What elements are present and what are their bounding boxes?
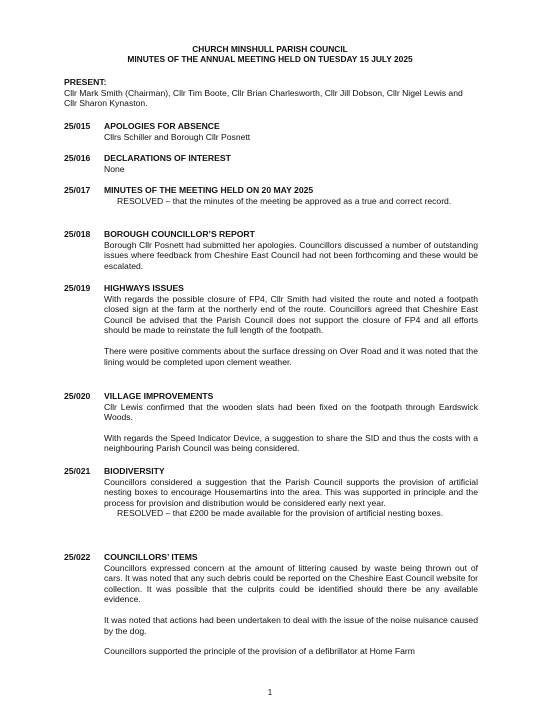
minute-item-25-018 [64,229,478,271]
resolution-text: RESOLVED – that £200 be made available for the provision of artificial nesting boxes. [117,508,444,519]
minute-number: 25/022 [64,552,91,562]
minute-heading: MINUTES OF THE MEETING HELD ON 20 MAY 2025 [104,185,314,195]
minute-text: Councillors supported the principle of the provision of a defibrillator at Home Farm [104,646,415,657]
title-meeting: MINUTES OF THE ANNUAL MEETING HELD ON TUESDAY 15 JULY 2025 [127,54,413,65]
minute-text: Councillors expressed concern at the amount of littering caused by waste being thrown out of cars. It was noted that any such debris could be reported on the Cheshire East Council website for collection. It was possible that the culprits could be identified should there be any available evidence. [104,562,478,605]
present-label: PRESENT: [64,77,107,87]
present-attendees: Cllr Mark Smith (Chairman), Cllr Tim Boote, Cllr Brian Charlesworth, Cllr Jill Dobson, Cllr Nigel Lewis and Cllr Sharon Kynaston. [64,87,463,109]
page-number: 1 [267,688,273,697]
minute-heading: HIGHWAYS ISSUES [104,283,184,293]
minute-heading: BOROUGH COUNCILLOR’S REPORT [104,229,255,239]
minute-text: Borough Cllr Posnett had submitted her apologies. Councillors discussed a number of outstanding issues where feedback from Cheshire East Council had not been forthcoming and these would be escalated. [104,239,478,271]
minute-item-25-016 [64,153,478,174]
minute-item-25-015 [64,121,478,142]
minute-heading: APOLOGIES FOR ABSENCE [104,121,220,131]
minute-heading: BIODIVERSITY [104,466,165,476]
minute-text: None [104,163,125,174]
minute-text: It was noted that actions had been undertaken to deal with the issue of the noise nuisance caused by the dog. [104,614,478,636]
document-title [0,44,540,65]
minute-text: Cllr Lewis confirmed that the wooden slats had been fixed on the footpath through Eardswick Woods. [104,401,478,423]
minute-heading: COUNCILLORS’ ITEMS [104,552,198,562]
minute-text: With regards the possible closure of FP4, Cllr Smith had visited the route and noted a footpath closed sign at the farm at the northerly end of the route. Councillors agreed that Cheshire East Council be advised that the Parish Council does not support the closure of FP4 and all efforts should be made to reinstate the full length of the footpath. [104,293,478,336]
minute-number: 25/017 [64,185,91,195]
minute-text: There were positive comments about the surface dressing on Over Road and it was noted that the lining would be completed upon clement weather. [104,345,478,367]
minute-heading: DECLARATIONS OF INTEREST [104,153,231,163]
minute-item-25-019 [64,283,478,367]
minute-item-25-022 [64,552,478,657]
present-section [64,77,478,109]
minute-number: 25/015 [64,121,91,131]
minute-item-25-020 [64,391,478,454]
minute-text: Councillors considered a suggestion that the Parish Council supports the provision of artificial nesting boxes to encourage Housemartins into the area. This was supported in principle and the process for provision and distribution would be considered early next year. [104,476,478,508]
minute-number: 25/016 [64,153,91,163]
minute-number: 25/018 [64,229,91,239]
minute-item-25-021 [64,466,478,519]
title-council: CHURCH MINSHULL PARISH COUNCIL [192,44,348,54]
minute-number: 25/019 [64,283,91,293]
minute-number: 25/020 [64,391,91,401]
minute-item-25-017 [64,185,478,206]
minute-number: 25/021 [64,466,91,476]
minute-heading: VILLAGE IMPROVEMENTS [104,391,214,401]
minute-text: Cllrs Schiller and Borough Cllr Posnett [104,131,251,142]
resolution-text: RESOLVED – that the minutes of the meeting be approved as a true and correct record. [117,195,452,206]
minute-text: With regards the Speed Indicator Device, a suggestion to share the SID and thus the costs with a neighbouring Parish Council was being considered. [104,432,478,454]
